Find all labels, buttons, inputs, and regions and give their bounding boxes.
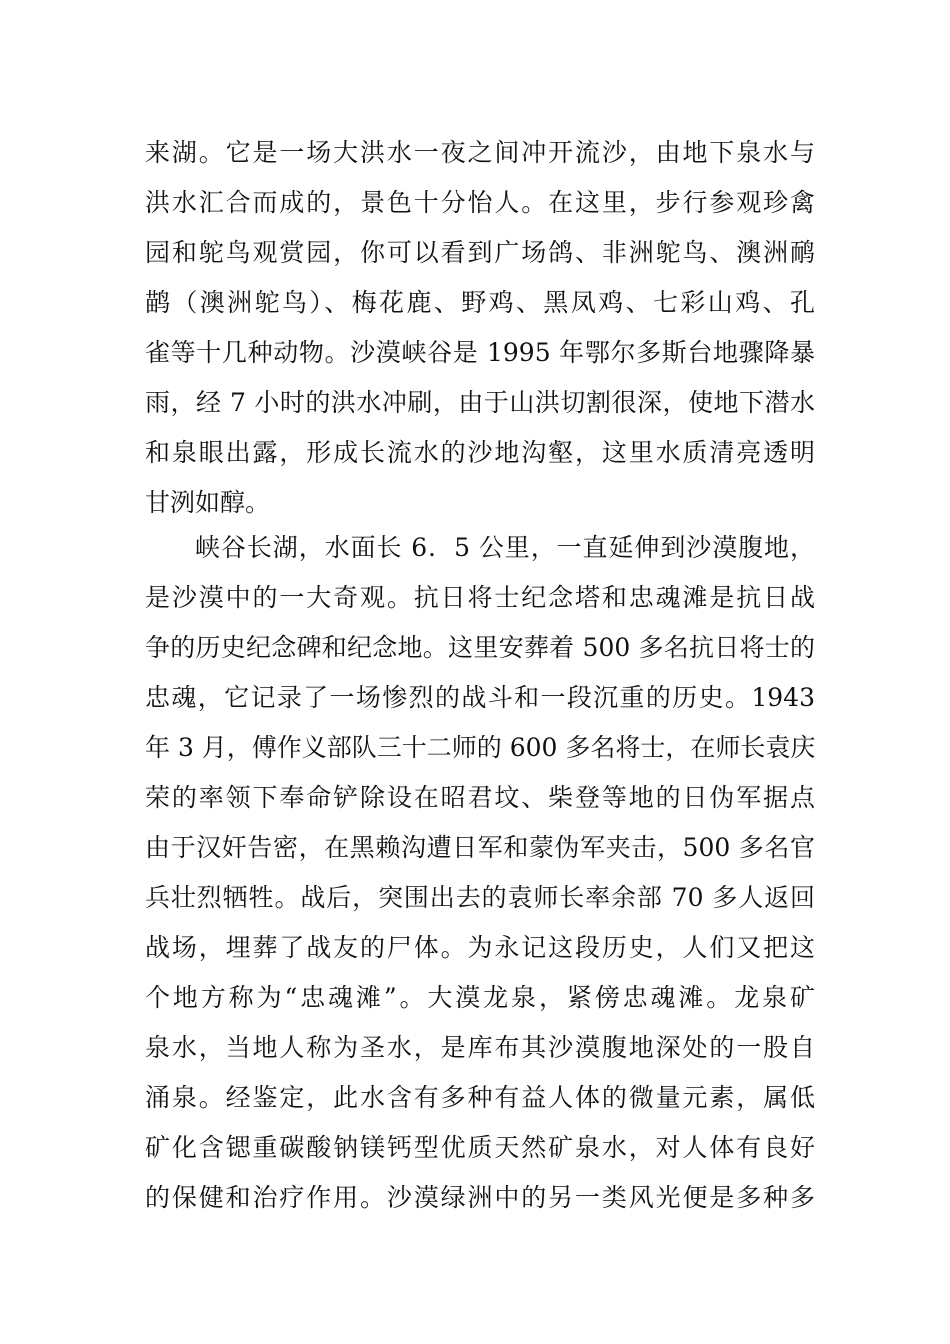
text-line: 由于汉奸告密，在黑赖沟遭日军和蒙伪军夹击，500 多名官	[145, 833, 815, 862]
text-line: 甘洌如醇。	[145, 488, 271, 517]
text-line: 峡谷长湖，水面长 6．5 公里，一直延伸到沙漠腹地，	[195, 533, 815, 562]
text-line: 是沙漠中的一大奇观。抗日将士纪念塔和忠魂滩是抗日战	[145, 583, 815, 612]
text-line: 园和鸵鸟观赏园，你可以看到广场鸽、非洲鸵鸟、澳洲鸸	[145, 238, 815, 267]
paragraph-1	[145, 128, 815, 528]
text-line: 泉水，当地人称为圣水，是库布其沙漠腹地深处的一股自	[145, 1033, 815, 1062]
paragraph-2	[145, 523, 815, 1223]
text-line: 兵壮烈牺牲。战后，突围出去的袁师长率余部 70 多人返回	[145, 883, 815, 912]
text-line: 矿化含锶重碳酸钠镁钙型优质天然矿泉水，对人体有良好	[145, 1133, 815, 1162]
text-line: 荣的率领下奉命铲除设在昭君坟、柴登等地的日伪军据点	[145, 783, 815, 812]
text-line: 鹋（澳洲鸵鸟）、梅花鹿、野鸡、黑凤鸡、七彩山鸡、孔	[145, 288, 815, 317]
text-line: 和泉眼出露，形成长流水的沙地沟壑，这里水质清亮透明	[145, 438, 815, 467]
text-line: 战场，埋葬了战友的尸体。为永记这段历史，人们又把这	[145, 933, 815, 962]
text-line: 争的历史纪念碑和纪念地。这里安葬着 500 多名抗日将士的	[145, 633, 815, 662]
text-line: 年 3 月，傅作义部队三十二师的 600 多名将士，在师长袁庆	[145, 733, 816, 762]
text-line: 忠魂，它记录了一场惨烈的战斗和一段沉重的历史。1943	[145, 683, 815, 712]
text-line: 来湖。它是一场大洪水一夜之间冲开流沙，由地下泉水与	[145, 138, 815, 167]
text-line: 的保健和治疗作用。沙漠绿洲中的另一类风光便是多种多	[145, 1183, 815, 1212]
text-line: 涌泉。经鉴定，此水含有多种有益人体的微量元素，属低	[145, 1083, 815, 1112]
text-line: 雀等十几种动物。沙漠峡谷是 1995 年鄂尔多斯台地骤降暴	[145, 338, 815, 367]
text-line: 洪水汇合而成的，景色十分怡人。在这里，步行参观珍禽	[145, 188, 815, 217]
text-line: 个地方称为“忠魂滩”。大漠龙泉，紧傍忠魂滩。龙泉矿	[145, 983, 815, 1012]
text-line: 雨，经 7 小时的洪水冲刷，由于山洪切割很深，使地下潜水	[145, 388, 815, 417]
